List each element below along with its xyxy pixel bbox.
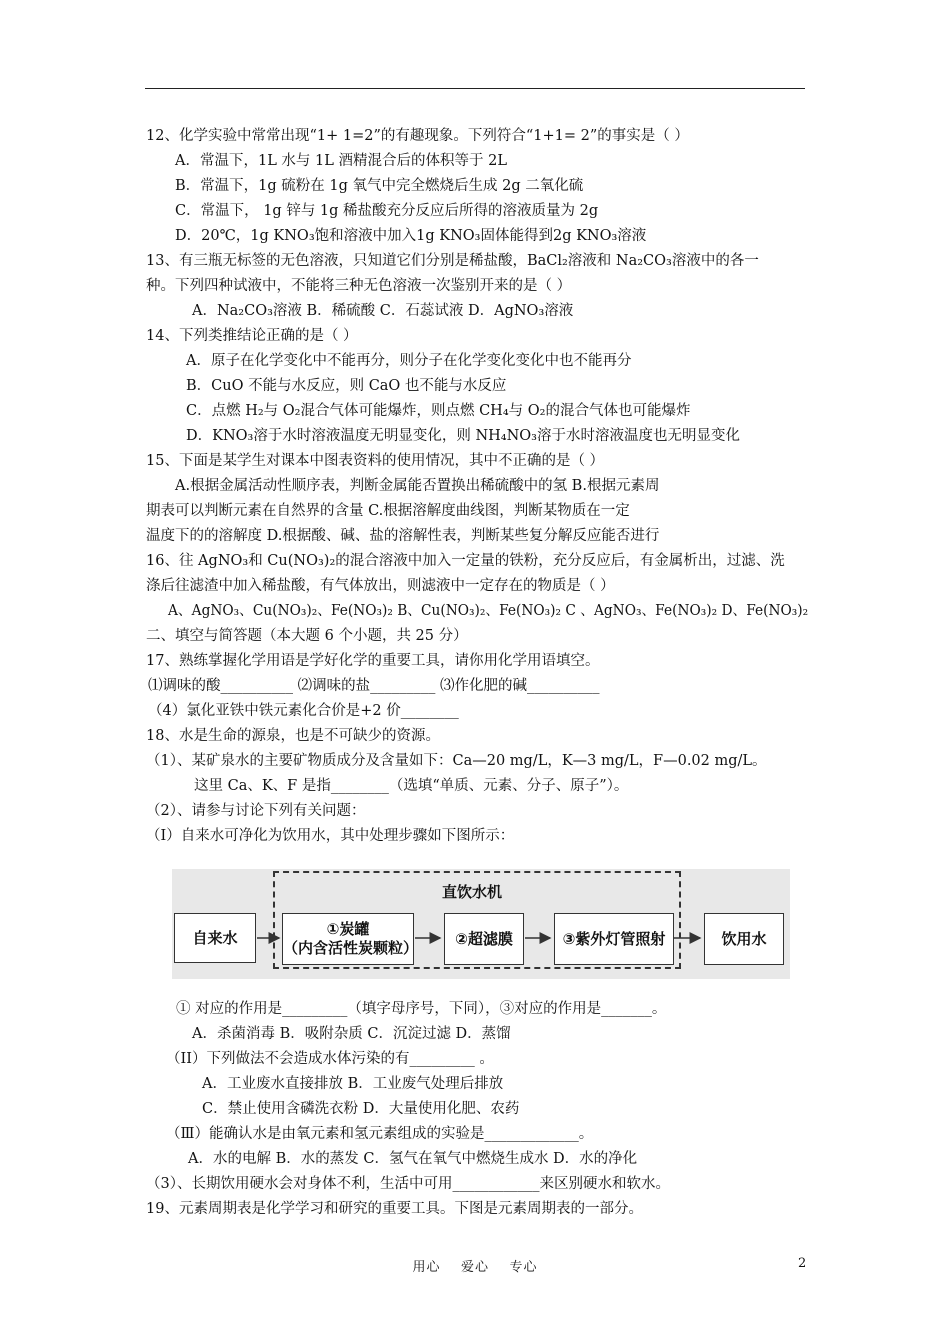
text-line-q12c: C．常温下， 1g 锌与 1g 稀盐酸充分反应后所得的溶液质量为 2g xyxy=(175,203,599,219)
text-line-q17: 17、熟练掌握化学用语是学好化学的重要工具，请你用化学用语填空。 xyxy=(146,653,600,669)
source-box xyxy=(174,913,256,963)
text-line-q16: 16、往 AgNO₃和 Cu(NO₃)₂的混合溶液中加入一定量的铁粉，充分反应后，有金属析出，过滤、洗 xyxy=(146,553,785,569)
text-line-q18fc: C．禁止使用含磷洗衣粉 D．大量使用化肥、农药 xyxy=(202,1101,520,1117)
text-line-q18c: （2）、请参与讨论下列有关问题： xyxy=(146,803,366,819)
step1-label: ①炭罐 xyxy=(326,920,370,938)
group-title: 直饮水机 xyxy=(442,883,503,901)
text-line-q13: 13、有三瓶无标签的无色溶液，只知道它们分别是稀盐酸，BaCl₂溶液和 Na₂CO₃溶液中的各一 xyxy=(146,253,759,269)
text-line-q18a: （1）、某矿泉水的主要矿物质成分及含量如下：Ca—20 mg/L，K—3 mg/L，F—0.02 mg/L。 xyxy=(146,753,767,769)
output-box xyxy=(704,913,784,965)
text-line-q15c: 温度下的的溶解度 D.根据酸、碱、盐的溶解性表，判断某些复分解反应能否进行 xyxy=(146,528,660,544)
text-line-q12d: D．20℃，1g KNO₃饱和溶液中加入1g KNO₃固体能得到2g KNO₃溶液 xyxy=(175,228,647,244)
step1-box xyxy=(282,913,419,965)
text-line-q18d: （Ⅰ）自来水可净化为饮用水，其中处理步骤如下图所示： xyxy=(146,828,515,844)
page-number: 2 xyxy=(798,1256,807,1271)
output-label: 饮用水 xyxy=(721,929,767,948)
text-line-q14b: B．CuO 不能与水反应，则 CaO 也不能与水反应 xyxy=(186,378,507,394)
step3-label: ③紫外灯管照射 xyxy=(562,929,666,948)
text-line-q14d: D．KNO₃溶于水时溶液温度无明显变化，则 NH₄NO₃溶于水时溶液温度也无明显变化 xyxy=(186,428,740,444)
text-line-q18b: 这里 Ca、K、F 是指________（选填“单质、元素、分子、原子”）。 xyxy=(194,778,629,794)
source-label: 自来水 xyxy=(192,928,238,947)
text-line-q12a: A．常温下，1L 水与 1L 酒精混合后的体积等于 2L xyxy=(175,153,507,169)
text-line-q18gopt: A．水的电解 B．水的蒸发 C．氢气在氧气中燃烧生成水 D．水的净化 xyxy=(188,1151,638,1167)
text-line-q14: 14、下列类推结论正确的是（ ） xyxy=(146,328,358,344)
text-line-q17b: （4）氯化亚铁中铁元素化合价是+2 价________ xyxy=(148,703,459,719)
text-line-q15a: A.根据金属活动性顺序表，判断金属能否置换出稀硫酸中的氢 B.根据元素周 xyxy=(175,478,660,494)
text-line-q18f: （II）下列做法不会造成水体污染的有_________ 。 xyxy=(166,1051,494,1067)
step3-box xyxy=(554,913,674,965)
text-line-q14a: A．原子在化学变化中不能再分，则分子在化学变化变化中也不能再分 xyxy=(186,353,632,369)
text-line-q12: 12、化学实验中常常出现“1+ 1=2”的有趣现象。下列符合“1+1= 2”的事实是（ ） xyxy=(146,128,689,144)
text-line-q14c: C．点燃 H₂与 O₂混合气体可能爆炸，则点燃 CH₄与 O₂的混合气体也可能爆炸 xyxy=(186,403,691,419)
step2-label: ②超滤膜 xyxy=(455,929,513,948)
text-line-q13opt: A．Na₂CO₃溶液 B．稀硫酸 C．石蕊试液 D．AgNO₃溶液 xyxy=(192,303,574,319)
step1-sublabel: （内含活性炭颗粒） xyxy=(283,939,419,957)
text-line-q16b: 涤后往滤渣中加入稀盐酸，有气体放出，则滤液中一定存在的物质是（ ） xyxy=(146,578,615,594)
text-line-q15: 15、下面是某学生对课本中图表资料的使用情况，其中不正确的是（ ） xyxy=(146,453,605,469)
text-line-q18eopt: A．杀菌消毒 B．吸附杂质 C．沉淀过滤 D．蒸馏 xyxy=(192,1026,511,1042)
text-line-sec2: 二、填空与简答题（本大题 6 个小题，共 25 分） xyxy=(146,628,468,644)
text-line-q12b: B．常温下，1g 硫粉在 1g 氧气中完全燃烧后生成 2g 二氧化硫 xyxy=(175,178,584,194)
step2-box xyxy=(444,913,524,965)
text-line-q17a: ⑴调味的酸__________ ⑵调味的盐_________ ⑶作化肥的碱__________ xyxy=(148,678,600,694)
text-line-q18: 18、水是生命的源泉，也是不可缺少的资源。 xyxy=(146,728,440,744)
water-purification-diagram xyxy=(172,869,790,979)
text-line-q18h: （3）、长期饮用硬水会对身体不利，生活中可用____________来区别硬水和软水。 xyxy=(146,1176,670,1192)
footer-motto: 用心 爱心 专心 xyxy=(412,1260,538,1275)
header-rule xyxy=(145,88,805,89)
text-line-q18g: （Ⅲ）能确认水是由氧元素和氢元素组成的实验是_____________。 xyxy=(166,1126,594,1142)
text-line-q15b: 期表可以判断元素在自然界的含量 C.根据溶解度曲线图，判断某物质在一定 xyxy=(146,503,630,519)
text-line-q13b: 种。下列四种试液中，不能将三种无色溶液一次鉴别开来的是（ ） xyxy=(146,278,572,294)
text-line-q19: 19、元素周期表是化学学习和研究的重要工具。下图是元素周期表的一部分。 xyxy=(146,1201,643,1217)
text-line-q16opt: A、AgNO₃、Cu(NO₃)₂、Fe(NO₃)₂ B、Cu(NO₃)₂、Fe(NO₃)₂ C 、AgNO₃、Fe(NO₃)₂ D、Fe(NO₃)₂ xyxy=(168,603,809,619)
text-line-q18e: ① 对应的作用是_________（填字母序号，下同），③对应的作用是_______。 xyxy=(176,1001,667,1017)
text-line-q18fa: A．工业废水直接排放 B．工业废气处理后排放 xyxy=(202,1076,504,1092)
